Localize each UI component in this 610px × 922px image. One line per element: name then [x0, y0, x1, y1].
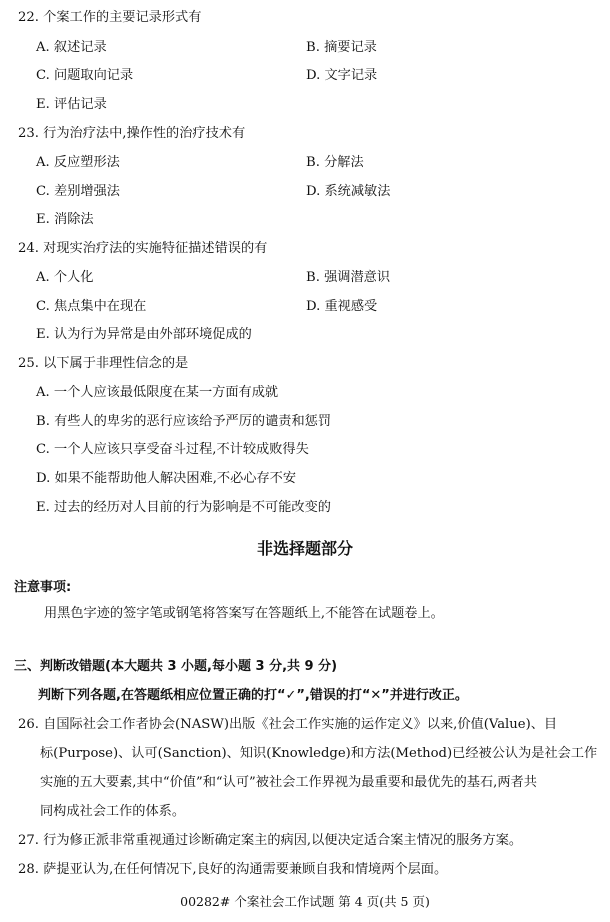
question-23-stem: 23. 行为治疗法中,操作性的治疗技术有	[18, 126, 246, 141]
question-22-option-b: B. 摘要记录	[306, 40, 377, 55]
question-23-option-c: C. 差别增强法	[36, 184, 120, 199]
question-22-option-e: E. 评估记录	[36, 97, 107, 112]
question-25-option-a: A. 一个人应该最低限度在某一方面有成就	[36, 385, 279, 400]
question-23-option-b: B. 分解法	[306, 155, 364, 170]
question-22-option-a: A. 叙述记录	[36, 40, 107, 55]
question-28: 28. 萨提亚认为,在任何情况下,良好的沟通需要兼顾自我和情境两个层面。	[18, 862, 448, 877]
question-26-line-1: 26. 自国际社会工作者协会(NASW)出版《社会工作实施的运作定义》以来,价值(Value)、目	[18, 717, 558, 732]
part-three-title: 三、判断改错题(本大题共 3 小题,每小题 3 分,共 9 分)	[14, 659, 338, 674]
question-23-option-e: E. 消除法	[36, 212, 94, 227]
page-footer: 00282# 个案社会工作试题 第 4 页(共 5 页)	[180, 894, 430, 909]
question-27: 27. 行为修正派非常重视通过诊断确定案主的病因,以便决定适合案主情况的服务方案。	[18, 833, 523, 848]
question-26-line-3: 实施的五大要素,其中“价值”和“认可”被社会工作界视为最重要和最优先的基石,两者共	[40, 775, 537, 790]
question-23-option-d: D. 系统减敏法	[306, 184, 391, 199]
question-25-option-d: D. 如果不能帮助他人解决困难,不必心存不安	[36, 471, 297, 486]
question-23-option-a: A. 反应塑形法	[36, 155, 120, 170]
question-24-option-a: A. 个人化	[36, 270, 94, 285]
question-26-line-2: 标(Purpose)、认可(Sanction)、知识(Knowledge)和方法(Method)已经被公认为是社会工作	[40, 746, 598, 761]
question-24-stem: 24. 对现实治疗法的实施特征描述错误的有	[18, 241, 268, 256]
question-25-option-e: E. 过去的经历对人目前的行为影响是不可能改变的	[36, 500, 331, 515]
section-title: 非选择题部分	[256, 539, 353, 558]
part-three-instruction: 判断下列各题,在答题纸相应位置正确的打“✓”,错误的打“✕”并进行改正。	[38, 688, 468, 703]
question-22-option-d: D. 文字记录	[306, 68, 378, 83]
notice-label: 注意事项:	[14, 580, 72, 595]
question-24-option-c: C. 焦点集中在现在	[36, 299, 147, 314]
question-24-option-d: D. 重视感受	[306, 299, 378, 314]
question-24-option-b: B. 强调潜意识	[306, 270, 391, 285]
question-25-option-b: B. 有些人的卑劣的恶行应该给予严厉的谴责和惩罚	[36, 414, 332, 429]
question-24-option-e: E. 认为行为异常是由外部环境促成的	[36, 327, 252, 342]
question-22-option-c: C. 问题取向记录	[36, 68, 134, 83]
question-25-option-c: C. 一个人应该只享受奋斗过程,不计较成败得失	[36, 442, 309, 457]
question-22-stem: 22. 个案工作的主要记录形式有	[18, 10, 202, 25]
notice-text: 用黑色字迹的签字笔或钢笔将答案写在答题纸上,不能答在试题卷上。	[44, 606, 444, 621]
question-26-line-4: 同构成社会工作的体系。	[40, 804, 186, 819]
question-25-stem: 25. 以下属于非理性信念的是	[18, 356, 189, 371]
